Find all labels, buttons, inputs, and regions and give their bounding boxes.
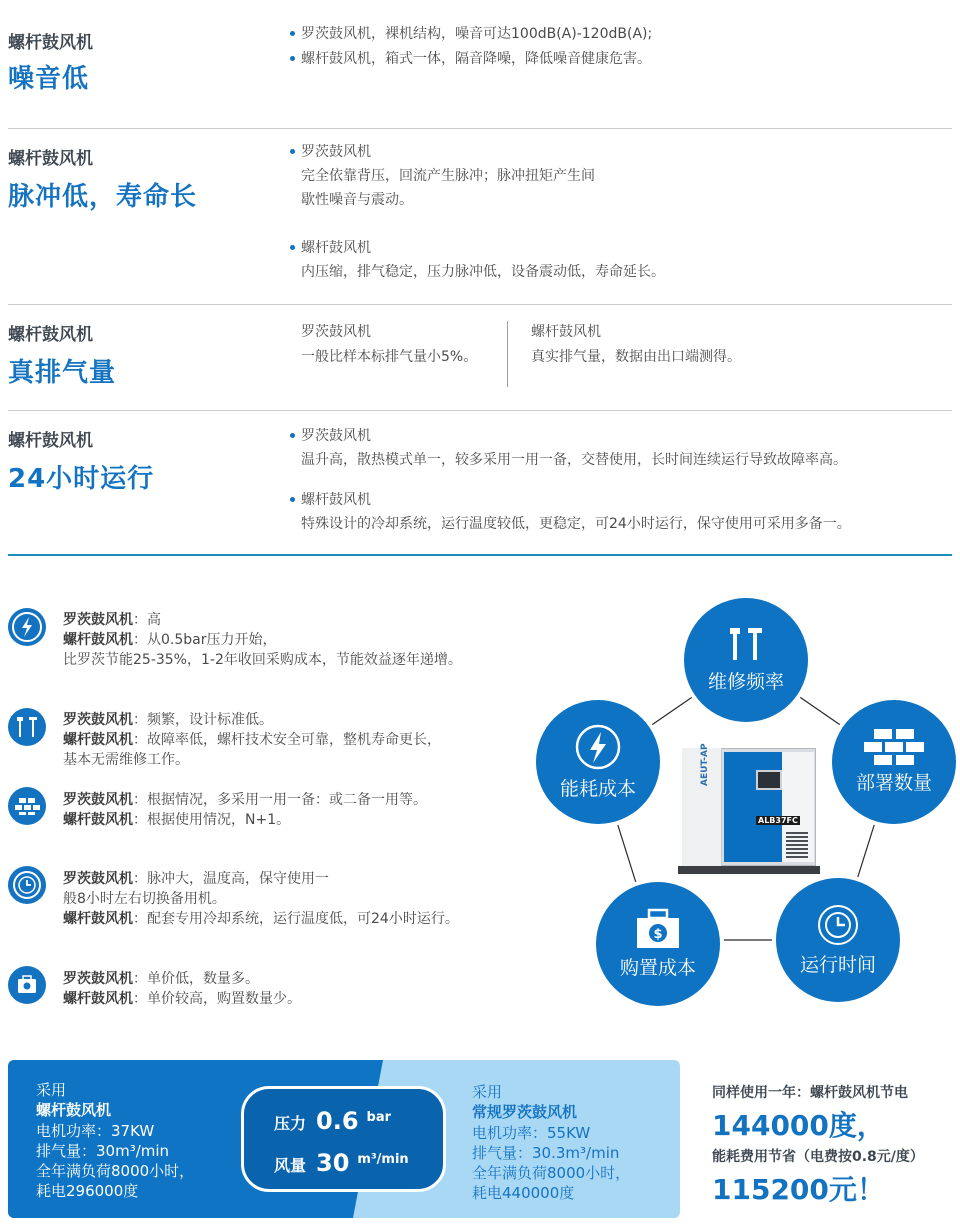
node-energy — [536, 700, 660, 824]
feature-deployment — [8, 787, 528, 833]
node-maintenance — [684, 598, 808, 722]
tools-icon — [8, 708, 46, 746]
row2-subtitle: 螺杆鼓风机 — [8, 149, 93, 169]
row2-b-line1: 内压缩，排气稳定，压力脉冲低，设备震动低，寿命延长。 — [301, 264, 665, 280]
node-purchase-label: 购置成本 — [619, 957, 696, 979]
node-energy-label: 能耗成本 — [559, 778, 636, 800]
right-adopt: 采用 — [472, 1083, 503, 1101]
feature-text: 罗茨鼓风机：单价低，数量多。 螺杆鼓风机：单价较高，购置数量少。 — [63, 971, 301, 1007]
right-name: 常规罗茨鼓风机 — [472, 1103, 578, 1121]
pressure-unit: bar — [366, 1110, 392, 1125]
flow-value: 30 — [316, 1149, 350, 1177]
row3-b-head: 螺杆鼓风机 — [531, 324, 601, 340]
flow-label: 风量 — [274, 1156, 307, 1175]
left-flow: 排气量：30m³/min — [36, 1142, 170, 1160]
bullet-dot — [290, 56, 295, 61]
money-case-icon — [635, 908, 681, 950]
summary-value2: 115200元！ — [712, 1173, 885, 1206]
blower-machine-image — [678, 743, 820, 876]
row2-a-line2: 歇性噪音与震动。 — [301, 192, 413, 208]
row4-title: 24小时运行 — [8, 464, 155, 494]
bullet-dot — [290, 149, 295, 154]
feature-purchase — [8, 966, 528, 1012]
clock-icon — [8, 866, 46, 904]
flow-row — [274, 1149, 409, 1177]
feature-energy — [8, 608, 528, 678]
bullet-dot — [290, 245, 295, 250]
machine-model: ALB37FC — [758, 816, 798, 825]
row2-a-line1: 完全依靠背压，回流产生脉冲；脉冲扭矩产生间 — [301, 168, 595, 184]
svg-text:$: $ — [653, 927, 663, 942]
row2-title: 脉冲低，寿命长 — [8, 182, 198, 212]
row2-a-head: 罗茨鼓风机 — [290, 140, 371, 164]
bullet-dot — [290, 433, 295, 438]
right-consumption: 耗电440000度 — [472, 1184, 575, 1202]
summary-line2: 能耗费用节省（电费按0.8元/度） — [712, 1149, 924, 1165]
cost-diagram — [530, 590, 960, 1010]
money-case-icon — [8, 966, 46, 1004]
row1-line2: 螺杆鼓风机，箱式一体，隔音降噪，降低噪音健康危害。 — [290, 47, 651, 71]
feature-maintenance — [8, 708, 528, 774]
divider — [8, 410, 952, 411]
row3-a-line: 一般比样本标排气量小5%。 — [301, 349, 478, 365]
bricks-icon — [862, 729, 926, 765]
right-power: 电机功率：55KW — [472, 1124, 591, 1142]
spec-pill — [241, 1086, 446, 1192]
node-runtime — [776, 878, 900, 1002]
flow-unit: m³/min — [357, 1152, 409, 1167]
comparison-banner — [8, 1060, 680, 1218]
feature-text: 罗茨鼓风机：脉冲大，温度高，保守使用一 般8小时左右切换备用机。 螺杆鼓风机：配套专用冷却系统，运行温度低，可24小时运行。 — [63, 871, 459, 927]
node-purchase — [596, 882, 720, 1006]
machine-brand: AEUT-AP — [700, 743, 710, 786]
row4-a-head: 罗茨鼓风机 — [290, 424, 371, 448]
clock-icon — [816, 903, 860, 947]
node-deployment-label: 部署数量 — [855, 772, 932, 794]
row3-title: 真排气量 — [8, 358, 117, 388]
bullet-dot — [290, 31, 295, 36]
feature-text: 罗茨鼓风机：根据情况，多采用一用一备：或二备一用等。 螺杆鼓风机：根据使用情况，N+1。 — [63, 792, 427, 828]
left-name: 螺杆鼓风机 — [36, 1101, 112, 1119]
node-maintenance-label: 维修频率 — [707, 671, 784, 693]
row4-a-line: 温升高，散热模式单一，较多采用一用一备，交替使用，长时间连续运行导致故障率高。 — [301, 452, 847, 468]
row4-b-line: 特殊设计的冷却系统，运行温度较低，更稳定，可24小时运行，保守使用可采用多备一。 — [301, 516, 851, 532]
divider — [8, 128, 952, 129]
left-power: 电机功率：37KW — [36, 1122, 155, 1140]
row1-line1: 罗茨鼓风机，裸机结构，噪音可达100dB(A)-120dB(A); — [290, 22, 652, 46]
row4-subtitle: 螺杆鼓风机 — [8, 431, 93, 451]
feature-text: 罗茨鼓风机：高 螺杆鼓风机：从0.5bar压力开始， 比罗茨节能25-35%，1-2年收回采购成本，节能效益逐年递增。 — [63, 612, 462, 668]
vertical-divider — [507, 321, 508, 387]
summary-value1: 144000度， — [712, 1109, 885, 1142]
tools-icon — [724, 626, 768, 664]
lightning-icon — [8, 608, 46, 646]
summary-line1: 同样使用一年：螺杆鼓风机节电 — [712, 1085, 908, 1101]
lightning-icon — [574, 723, 622, 771]
right-hours: 全年满负荷8000小时， — [472, 1164, 631, 1182]
feature-text: 罗茨鼓风机：频繁，设计标准低。 螺杆鼓风机：故障率低，螺杆技术安全可靠，整机寿命更长， 基本无需维修工作。 — [63, 712, 441, 768]
savings-summary — [712, 1082, 960, 1208]
pressure-label: 压力 — [274, 1114, 307, 1133]
feature-runtime — [8, 866, 528, 932]
left-hours: 全年满负荷8000小时， — [36, 1162, 195, 1180]
bullet-dot — [290, 497, 295, 502]
row2-b-head: 螺杆鼓风机 — [290, 236, 371, 260]
row1-subtitle: 螺杆鼓风机 — [8, 33, 93, 53]
node-runtime-label: 运行时间 — [799, 954, 876, 976]
comparison-section — [8, 0, 952, 560]
pressure-row — [274, 1107, 391, 1135]
row3-subtitle: 螺杆鼓风机 — [8, 325, 93, 345]
divider — [8, 304, 952, 305]
row3-a-head: 罗茨鼓风机 — [301, 324, 371, 340]
row1-title: 噪音低 — [8, 64, 90, 94]
pressure-value: 0.6 — [316, 1107, 359, 1135]
left-consumption: 耗电296000度 — [36, 1182, 139, 1200]
right-flow: 排气量：30.3m³/min — [472, 1144, 620, 1162]
row4-b-head: 螺杆鼓风机 — [290, 488, 371, 512]
bricks-icon — [8, 787, 46, 825]
row3-b-line: 真实排气量，数据由出口端测得。 — [531, 349, 741, 365]
left-adopt: 采用 — [36, 1081, 67, 1099]
node-deployment — [832, 700, 956, 824]
section-divider — [8, 554, 952, 556]
